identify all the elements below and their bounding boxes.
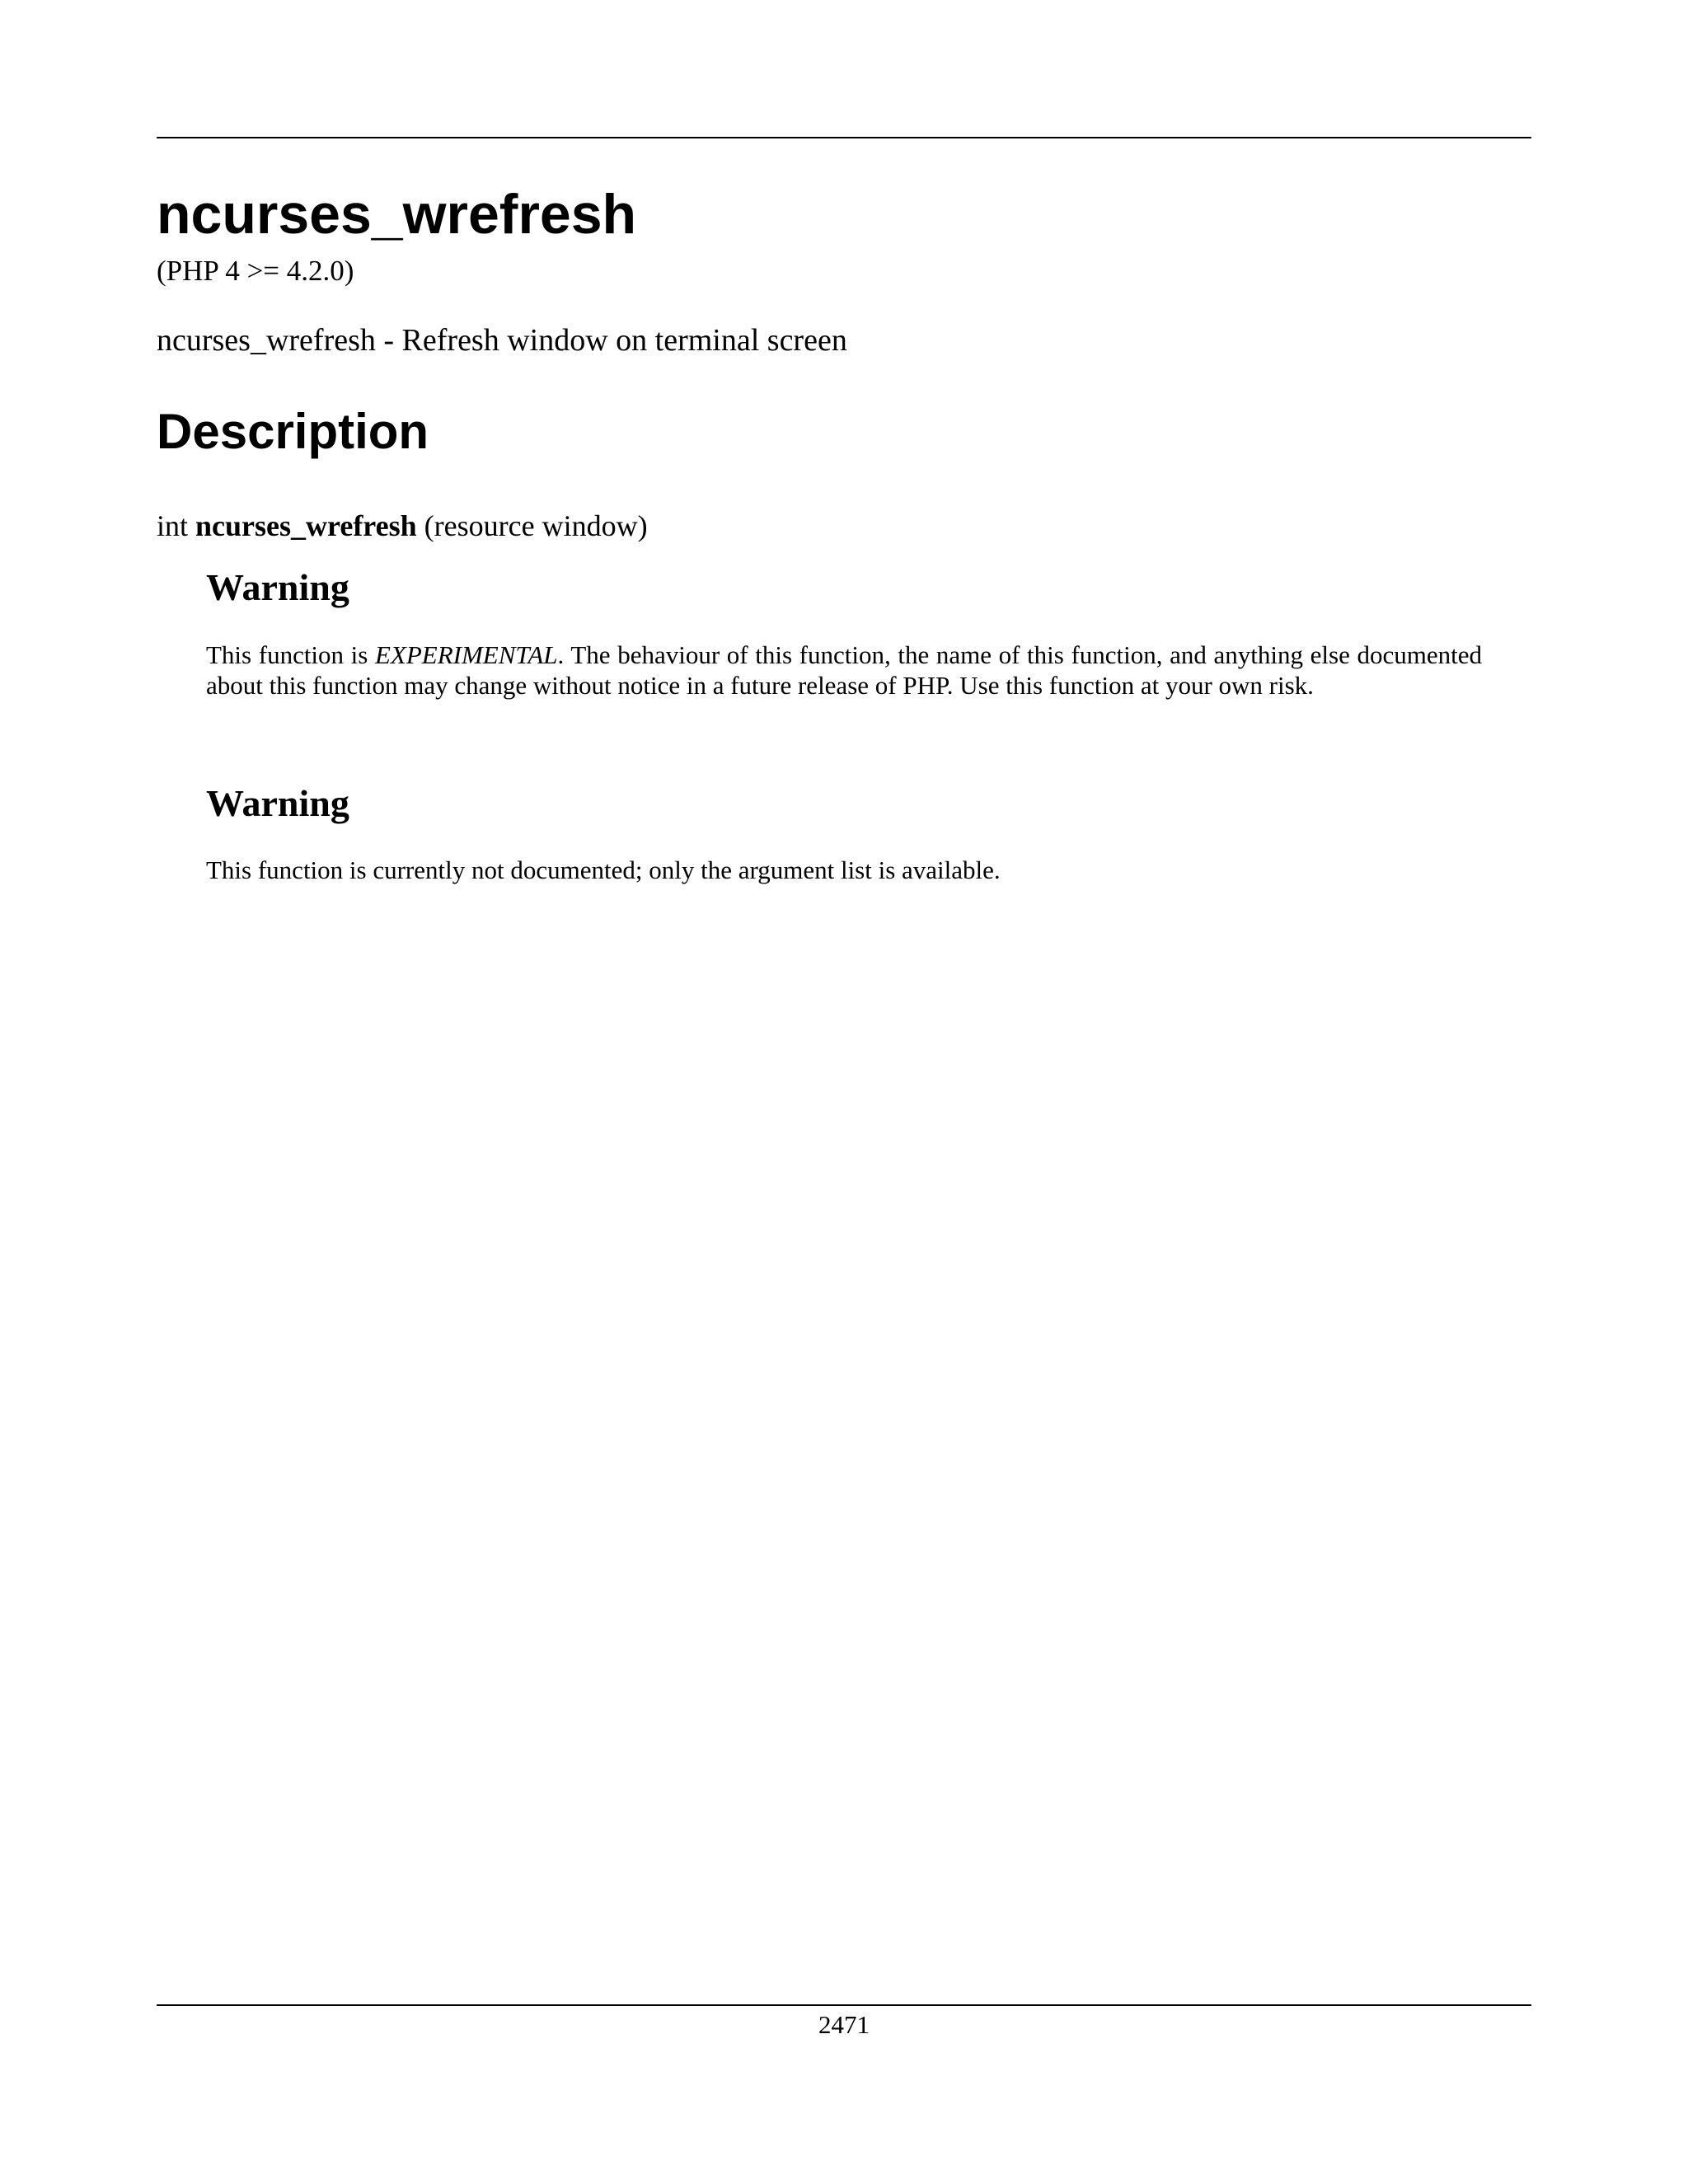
warning-text-experimental [206, 640, 1482, 701]
warning-text-end: . The behaviour of this function, the name of this function, and anything else documented about this function may change without notice in a future release of PHP. Use this function at your own risk. [206, 640, 1482, 700]
function-name: ncurses_wrefresh [195, 509, 417, 542]
experimental-emphasis: EXPERIMENTAL [374, 640, 558, 669]
warning-text-start: This function is [206, 640, 375, 669]
function-params: (resource window) [424, 509, 648, 542]
function-synopsis [157, 509, 648, 544]
return-type: int [157, 509, 189, 542]
page-title: ncurses_wrefresh [157, 183, 637, 246]
warning-title: Warning [206, 782, 349, 824]
function-purpose: ncurses_wrefresh - Refresh window on terminal screen [157, 323, 847, 358]
page-number: 2471 [818, 2010, 870, 2039]
header-rule [157, 137, 1531, 138]
section-heading-description: Description [157, 404, 429, 459]
warning-title: Warning [206, 566, 349, 608]
footer-rule [157, 2004, 1531, 2006]
warning-text-undocumented: This function is currently not documented; only the argument list is available. [206, 855, 1001, 884]
version-info: (PHP 4 >= 4.2.0) [157, 255, 354, 287]
